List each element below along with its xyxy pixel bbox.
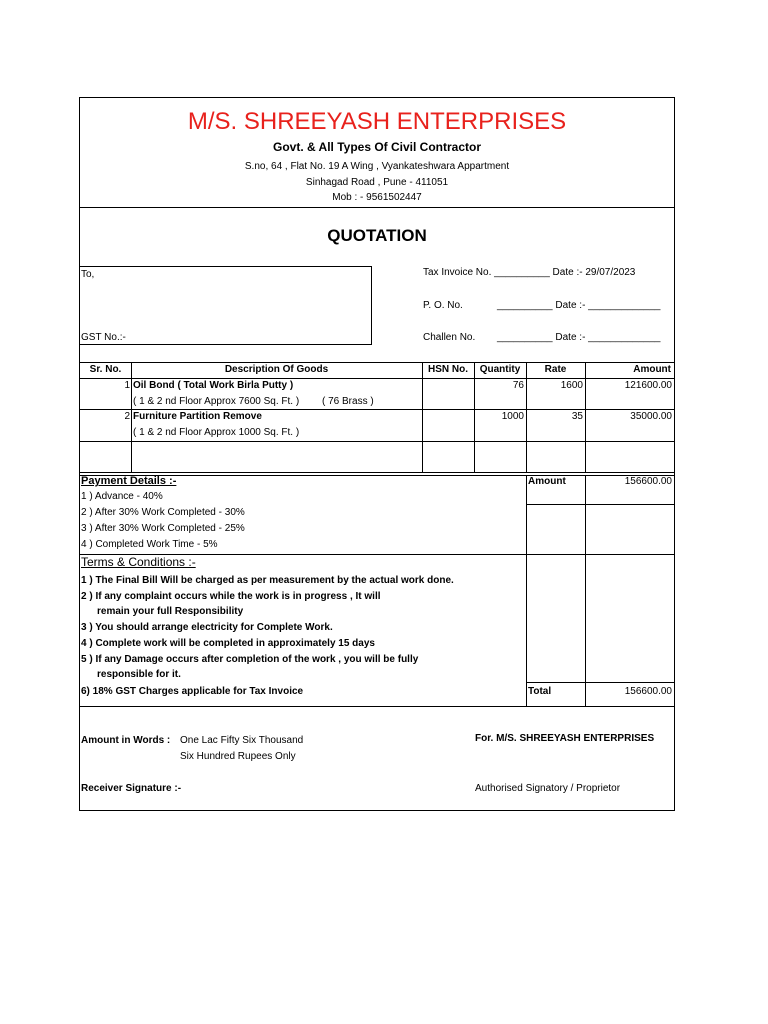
row1-description: Oil Bond ( Total Work Birla Putty ) [133,380,294,391]
company-address-line2: Sinhagad Road , Pune - 411051 [305,177,449,188]
row1-sr: 1 [124,380,130,391]
terms-item: remain your full Responsibility [97,606,244,617]
header-description: Description Of Goods [224,364,329,375]
row2-amount: 35000.00 [630,411,672,422]
header-hsn-no: HSN No. [428,364,468,375]
authorised-signatory: Authorised Signatory / Proprietor [475,783,621,794]
terms-item: 1 ) The Final Bill Will be charged as per measurement by the actual work done. [81,575,454,586]
row1-rate: 1600 [560,380,583,391]
row2-description: Furniture Partition Remove [133,411,262,422]
company-name: M/S. SHREEYASH ENTERPRISES [187,108,567,135]
quotation-sheet [79,97,675,811]
amount-in-words-label: Amount in Words : [81,735,171,746]
gst-label: GST No.:- [81,332,126,343]
amount-in-words-line1: One Lac Fifty Six Thousand [180,735,304,746]
header-sr-no: Sr. No. [89,364,122,375]
row1-subtext2: ( 76 Brass ) [322,396,374,407]
amount-label: Amount [528,476,566,487]
row2-subtext: ( 1 & 2 nd Floor Approx 1000 Sq. Ft. ) [133,427,300,438]
col-divider-sr [131,362,132,472]
terms-item: 2 ) If any complaint occurs while the work is in progress , It will [81,591,381,602]
row1-subtext: ( 1 & 2 nd Floor Approx 7600 Sq. Ft. ) [133,396,300,407]
for-company: For. M/S. SHREEYASH ENTERPRISES [475,733,655,744]
terms-title: Terms & Conditions :- [81,555,196,569]
payment-item: 1 ) Advance - 40% [81,491,163,502]
row1-amount: 121600.00 [624,380,672,391]
row2-rate: 35 [571,411,583,422]
document-title: QUOTATION [327,226,427,245]
row1-quantity: 76 [512,380,524,391]
po-value: __________ Date :- _____________ [497,300,661,311]
table-bottom-line [80,472,674,473]
header-rate: Rate [544,364,567,375]
payment-item: 2 ) After 30% Work Completed - 30% [81,507,245,518]
po-label: P. O. No. [423,300,463,311]
header-amount: Amount [633,364,671,375]
payment-title: Payment Details :- [81,475,177,487]
totals-left-divider [526,475,527,706]
terms-item: 6) 18% GST Charges applicable for Tax Invoice [81,686,304,697]
payment-item: 4 ) Completed Work Time - 5% [81,539,218,550]
amount-in-words-line2: Six Hundred Rupees Only [180,751,296,762]
row2-quantity: 1000 [501,411,524,422]
to-label: To, [81,269,95,280]
totals-amount-line [526,504,674,505]
terms-item: 4 ) Complete work will be completed in approximately 15 days [81,638,375,649]
tax-invoice-ref: Tax Invoice No. __________ Date :- 29/07/2023 [423,267,636,278]
challen-value: __________ Date :- _____________ [497,332,661,343]
challen-label: Challen No. [423,332,476,343]
col-divider-desc [422,362,423,472]
terms-item: 5 ) If any Damage occurs after completion of the work , you will be fully [81,654,419,665]
terms-item: 3 ) You should arrange electricity for Complete Work. [81,622,333,633]
terms-item: responsible for it. [97,669,181,680]
row2-sr: 2 [124,411,130,422]
header-quantity: Quantity [479,364,521,375]
amount-value: 156600.00 [624,476,672,487]
company-address-line1: S.no, 64 , Flat No. 19 A Wing , Vyankateshwara Appartment [244,161,510,172]
terms-bottom-line [80,706,674,707]
total-label: Total [528,686,552,697]
totals-total-line [526,682,674,683]
company-tagline: Govt. & All Types Of Civil Contractor [272,140,482,154]
header-divider [80,207,674,208]
totals-mid-divider [585,475,586,706]
company-mobile: Mob : - 9561502447 [332,192,422,203]
total-value: 156600.00 [624,686,672,697]
receiver-signature-label: Receiver Signature :- [81,783,182,794]
payment-item: 3 ) After 30% Work Completed - 25% [81,523,245,534]
